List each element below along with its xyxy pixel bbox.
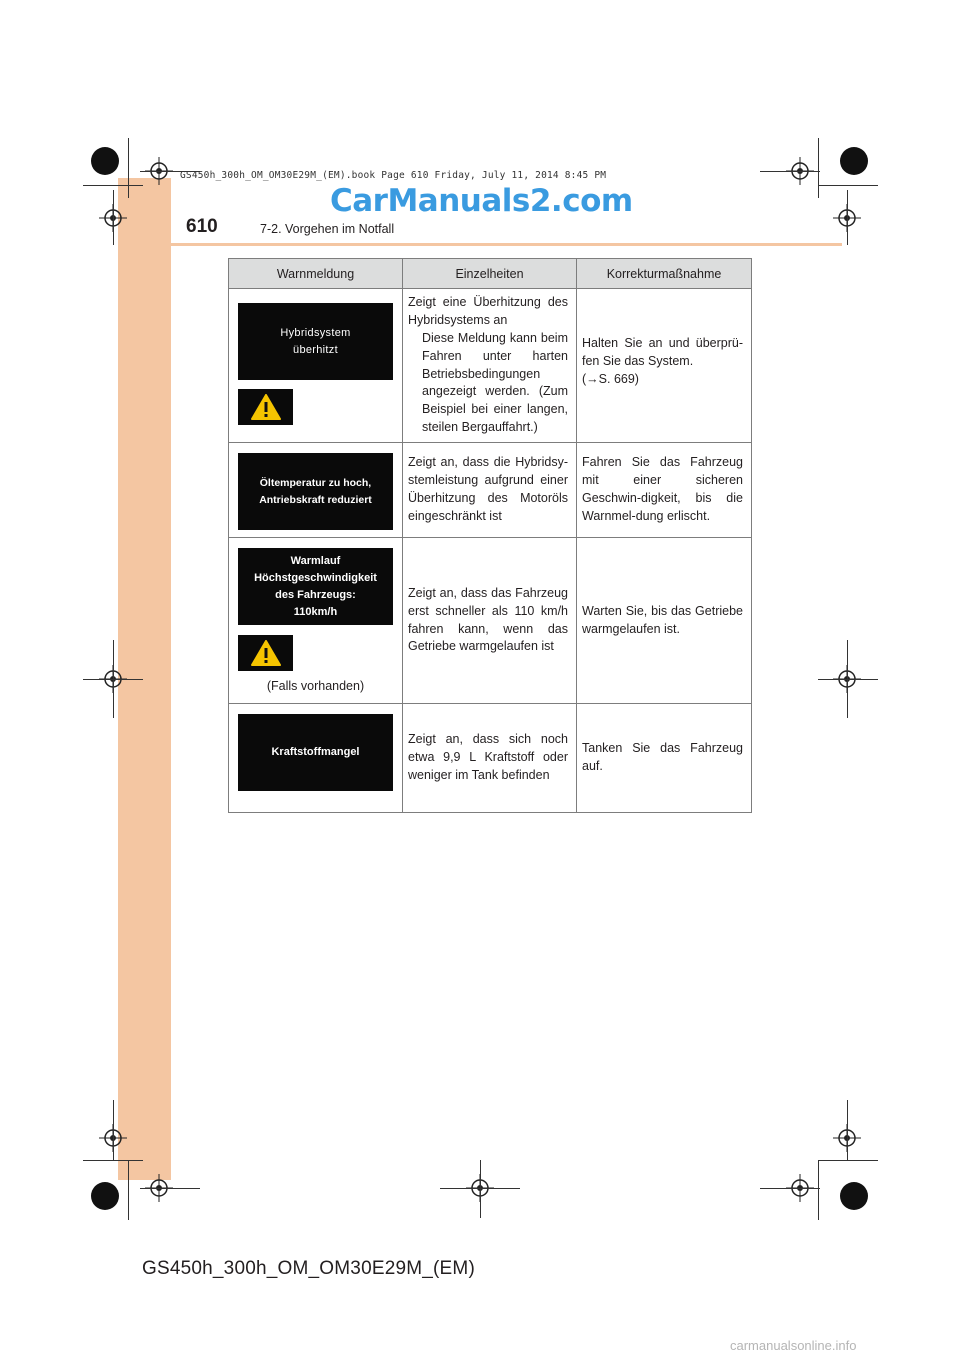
action-text: Tanken Sie das Fahrzeug auf.	[582, 741, 743, 773]
warning-triangle-icon	[251, 640, 281, 666]
display-screen	[238, 303, 393, 380]
warning-indicator	[238, 389, 293, 425]
column-header-einzelheiten: Einzelheiten	[403, 259, 577, 289]
crop-line	[480, 1160, 481, 1218]
display-line: Antriebskraft reduziert	[259, 493, 372, 506]
display-line: überhitzt	[293, 343, 338, 356]
crop-line	[128, 1160, 129, 1220]
display-line: Warmlauf	[290, 554, 341, 567]
crop-line	[83, 679, 143, 680]
warning-triangle-icon	[251, 394, 281, 420]
book-info: GS450h_300h_OM_OM30E29M_(EM).book Page 610 Friday, July 11, 2014 8:45 PM	[180, 170, 607, 181]
crop-line	[760, 171, 820, 172]
table-row	[229, 538, 752, 704]
crop-line	[847, 1100, 848, 1160]
crop-line	[83, 185, 143, 186]
action-cell	[577, 704, 752, 813]
page-number: 610	[186, 216, 218, 237]
sunburst-mark-icon	[91, 147, 119, 175]
details-cell	[403, 289, 577, 443]
crop-line	[818, 1160, 878, 1161]
display-line: Hybridsystem	[280, 326, 351, 339]
details-text: Zeigt an, dass sich noch etwa 9,9 L Kraftstoff oder weniger im Tank befinden	[408, 732, 568, 782]
warning-message-cell	[229, 704, 403, 813]
crop-line	[818, 1160, 819, 1220]
display-screen	[238, 714, 393, 791]
action-text: Warten Sie, bis das Getriebe warmgelaufen ist.	[582, 603, 743, 636]
sunburst-mark-icon	[840, 147, 868, 175]
sunburst-mark-icon	[91, 1182, 119, 1210]
action-cell	[577, 289, 752, 443]
warning-indicator	[238, 635, 293, 671]
header-rule	[118, 243, 842, 246]
display-screen	[238, 548, 393, 625]
details-cell	[403, 704, 577, 813]
table-row	[229, 443, 752, 538]
crop-line	[83, 1160, 143, 1161]
source-site-link[interactable]: carmanualsonline.info	[730, 1338, 857, 1353]
column-header-korrekturmassnahme: Korrekturmaßnahme	[577, 259, 752, 289]
watermark-link[interactable]: CarManuals2.com	[330, 183, 633, 219]
action-cell	[577, 538, 752, 704]
action-text: Halten Sie an und überprü-fen Sie das System.	[582, 336, 743, 368]
display-screen	[238, 453, 393, 530]
details-subtext: Diese Meldung kann beim Fahren unter harten Betriebsbedingungen angezeigt werden. (Zum Beispiel bei einer langen, steilen Bergauffahrt.)	[422, 330, 568, 434]
sunburst-mark-icon	[840, 1182, 868, 1210]
details-cell	[403, 538, 577, 704]
crop-line	[818, 679, 878, 680]
action-cell	[577, 443, 752, 538]
crop-line	[760, 1188, 820, 1189]
crop-line	[113, 1100, 114, 1160]
details-text: Zeigt an, dass das Fahrzeug erst schneller als 110 km/h fahren kann, wenn das Getriebe warmgelaufen ist	[408, 585, 568, 654]
warning-message-table	[228, 258, 752, 813]
table-header-row	[229, 259, 752, 289]
crop-line	[818, 138, 819, 198]
display-line: Kraftstoffmangel	[271, 746, 360, 758]
details-cell	[403, 443, 577, 538]
display-line: Öltemperatur zu hoch,	[259, 476, 372, 489]
details-text: Zeigt an, dass die Hybridsy-stemleistung aufgrund einer Überhitzung des Motoröls eingeschränkt ist	[408, 455, 568, 523]
crop-line	[818, 185, 878, 186]
action-text: Fahren Sie das Fahrzeug mit einer sicheren Geschwin-digkeit, bis die Warnmel-dung erlischt.	[582, 455, 743, 523]
table-row	[229, 289, 752, 443]
warning-message-cell	[229, 443, 403, 538]
crop-line	[847, 190, 848, 245]
crop-line	[128, 138, 129, 198]
document-code: GS450h_300h_OM_OM30E29M_(EM)	[142, 1258, 475, 1279]
display-line: Höchstgeschwindigkeit	[254, 571, 377, 584]
crop-line	[140, 1188, 200, 1189]
column-header-warnmeldung: Warnmeldung	[229, 259, 403, 289]
display-line: 110km/h	[293, 605, 338, 618]
table-row	[229, 704, 752, 813]
warning-message-cell	[229, 538, 403, 704]
warning-message-cell	[229, 289, 403, 443]
crop-line	[113, 190, 114, 245]
availability-note: (Falls vorhanden)	[266, 679, 365, 693]
details-text: Zeigt eine Überhitzung des Hybridsystems an	[408, 295, 568, 328]
section-title: 7-2. Vorgehen im Notfall	[260, 222, 395, 236]
display-line: des Fahrzeugs:	[275, 588, 356, 601]
page-reference-link[interactable]: (→S. 669)	[582, 371, 639, 386]
